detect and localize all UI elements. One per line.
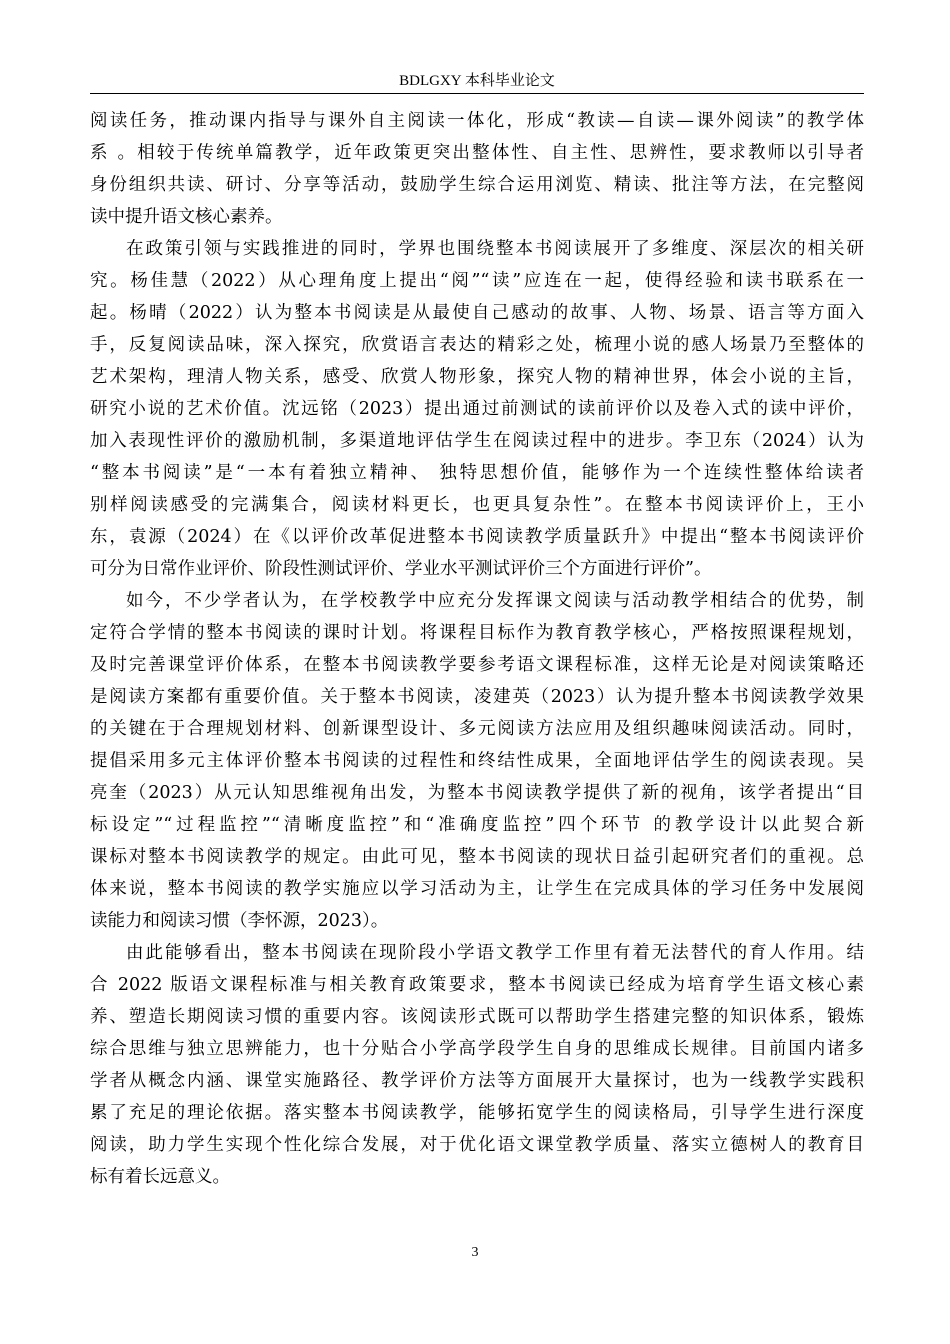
text-line: 起。杨晴（2022）认为整本书阅读是从最使自己感动的故事、人物、场景、语言等方面入: [90, 303, 864, 323]
text-line: 身份组织共读、研讨、分享等活动，鼓励学生综合运用浏览、精读、批注等方法，在完整阅: [90, 175, 864, 195]
page-number: 3: [471, 1245, 479, 1260]
header-rule: [90, 93, 864, 94]
text-line: 亮奎（2023）从元认知思维视角出发，为整本书阅读教学提供了新的视角，该学者提出“目: [90, 783, 864, 803]
text-line: 及时完善课堂评价体系，在整本书阅读教学要参考语文课程标准，这样无论是对阅读策略还: [90, 655, 864, 675]
text-line: 在政策引领与实践推进的同时，学界也围绕整本书阅读展开了多维度、深层次的相关研: [126, 239, 864, 259]
text-line: 学者从概念内涵、课堂实施路径、教学评价方法等方面展开大量探讨，也为一线教学实践积: [90, 1071, 864, 1091]
text-line: 养、塑造长期阅读习惯的重要内容。该阅读形式既可以帮助学生搭建完整的知识体系，锻炼: [90, 1007, 864, 1027]
paragraph-2: [90, 233, 864, 585]
paragraph-1: [90, 105, 864, 233]
text-line: 究。杨佳慧（2022）从心理角度上提出“阅”“读”应连在一起，使得经验和读书联系在一: [90, 271, 864, 291]
paragraph-4: [90, 937, 864, 1193]
text-line: 读中提升语文核心素养。: [90, 207, 283, 227]
running-header: BDLGXY 本科毕业论文: [399, 73, 555, 89]
text-line: 课标对整本书阅读教学的规定。由此可见，整本书阅读的现状日益引起研究者们的重视。总: [90, 847, 864, 867]
paragraph-3: [90, 585, 864, 937]
body-text: [90, 105, 864, 1193]
text-line: 艺术架构，理清人物关系，感受、欣赏人物形象，探究人物的精神世界，体会小说的主旨，: [90, 367, 864, 387]
text-line: 综合思维与独立思辨能力，也十分贴合小学高学段学生自身的思维成长规律。目前国内诸多: [90, 1039, 864, 1059]
text-line: 标有着长远意义。: [90, 1167, 230, 1187]
text-line: 加入表现性评价的激励机制，多渠道地评估学生在阅读过程中的进步。李卫东（2024）认为: [90, 431, 864, 451]
text-line: 由此能够看出，整本书阅读在现阶段小学语文教学工作里有着无法替代的育人作用。结: [126, 943, 864, 963]
text-line: 别样阅读感受的完满集合，阅读材料更长，也更具复杂性”。在整本书阅读评价上，王小: [90, 495, 864, 515]
text-line: 合 2022 版语文课程标准与相关教育政策要求，整本书阅读已经成为培育学生语文核心素: [90, 975, 864, 995]
text-line: 阅读任务，推动课内指导与课外自主阅读一体化，形成“教读—自读—课外阅读”的教学体: [90, 111, 864, 131]
text-line: “整本书阅读”是“一本有着独立精神、 独特思想价值，能够作为一个连续性整体给读者: [90, 463, 864, 483]
text-line: 系 。相较于传统单篇教学，近年政策更突出整体性、自主性、思辨性，要求教师以引导者: [90, 143, 864, 163]
text-line: 研究小说的艺术价值。沈远铭（2023）提出通过前测试的读前评价以及卷入式的读中评价，: [90, 399, 864, 419]
text-line: 如今，不少学者认为，在学校教学中应充分发挥课文阅读与活动教学相结合的优势，制: [126, 591, 864, 611]
text-line: 可分为日常作业评价、阶段性测试评价、学业水平测试评价三个方面进行评价”。: [90, 559, 712, 579]
text-line: 读能力和阅读习惯（李怀源，2023）。: [90, 911, 389, 931]
text-line: 定符合学情的整本书阅读的课时计划。将课程目标作为教育教学核心，严格按照课程规划，: [90, 623, 864, 643]
text-line: 提倡采用多元主体评价整本书阅读的过程性和终结性成果，全面地评估学生的阅读表现。吴: [90, 751, 864, 771]
text-line: 东，袁源（2024）在《以评价改革促进整本书阅读教学质量跃升》中提出“整本书阅读评价: [90, 527, 864, 547]
text-line: 体来说，整本书阅读的教学实施应以学习活动为主，让学生在完成具体的学习任务中发展阅: [90, 879, 864, 899]
text-line: 累了充足的理论依据。落实整本书阅读教学，能够拓宽学生的阅读格局，引导学生进行深度: [90, 1103, 864, 1123]
text-line: 手，反复阅读品味，深入探究，欣赏语言表达的精彩之处，梳理小说的感人场景乃至整体的: [90, 335, 864, 355]
text-line: 的关键在于合理规划材料、创新课型设计、多元阅读方法应用及组织趣味阅读活动。同时，: [90, 719, 864, 739]
text-line: 标设定”“过程监控”“清晰度监控”和“准确度监控”四个环节 的教学设计以此契合新: [90, 815, 864, 835]
text-line: 阅读，助力学生实现个性化综合发展，对于优化语文课堂教学质量、落实立德树人的教育目: [90, 1135, 864, 1155]
text-line: 是阅读方案都有重要价值。关于整本书阅读，凌建英（2023）认为提升整本书阅读教学效果: [90, 687, 864, 707]
